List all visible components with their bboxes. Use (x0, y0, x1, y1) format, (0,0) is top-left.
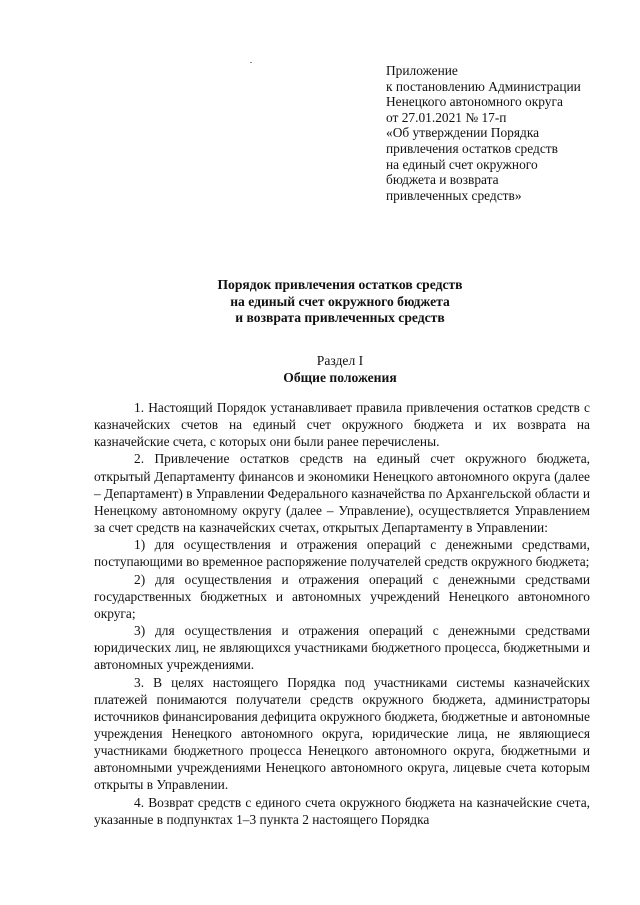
appendix-header (386, 63, 626, 203)
section-heading (90, 352, 590, 386)
appendix-line: Приложение (386, 63, 458, 78)
subparagraph-1: 1) для осуществления и отражения операций с денежными средствами, поступающими во временное распоряжение получателей средств окружного бюджета; (94, 537, 590, 570)
subparagraph-3: 3) для осуществления и отражения операций с денежными средствами юридических лиц, не являющихся участниками бюджетного процесса, бюджетными и автономных учреждениями. (94, 623, 590, 673)
appendix-line: «Об утверждении Порядка (386, 125, 540, 141)
appendix-line: привлечения остатков средств (386, 140, 558, 156)
section-number: Раздел I (316, 353, 364, 368)
title-line: и возврата привлеченных средств (235, 310, 445, 325)
subparagraph-2: 2) для осуществления и отражения операций с денежными средствами государственных бюджетных и автономных учреждений Ненецкого автономного округа; (94, 571, 590, 621)
document-title (90, 277, 590, 327)
appendix-line: от 27.01.2021 № 17-п (386, 109, 507, 125)
scan-speck (250, 62, 252, 63)
document-body (94, 399, 590, 828)
title-line: на единый счет окружного бюджета (230, 293, 450, 309)
paragraph-4: 4. Возврат средств с единого счета окружного бюджета на казначейские счета, указанные в подпунктах 1–3 пункта 2 настоящего Порядка (94, 794, 590, 827)
title-line: Порядок привлечения остатков средств (217, 277, 463, 292)
paragraph-2: 2. Привлечение остатков средств на единый счет окружного бюджета, открытый Департаменту финансов и экономики Ненецкого автономного округа (далее – Департамент) в Управлении Федерального казначейства по Архангельской области и Ненецкому автономному округу (далее – Управление), осуществляется Управлением за счет средств на казначейских счетах, открытых Департаменту в Управлении: (94, 451, 590, 536)
appendix-line: к постановлению Администрации (386, 78, 581, 94)
appendix-line: Ненецкого автономного округа (386, 94, 563, 110)
appendix-line: бюджета и возврата (386, 172, 499, 188)
section-name: Общие положения (283, 370, 397, 385)
paragraph-3: 3. В целях настоящего Порядка под участниками системы казначейских платежей понимаются получатели средств окружного бюджета, администраторы источников финансирования дефицита окружного бюджета, бюджетные и автономные учреждения Ненецкого автономного округа, юридические лица, не являющиеся участниками бюджетного процесса Ненецкого автономного округа, бюджетными и автономными учреждениями Ненецкого автономного округа, лицевые счета которым открыты в Управлении. (94, 674, 590, 793)
paragraph-1: 1. Настоящий Порядок устанавливает правила привлечения остатков средств с казначейских счетов на единый счет окружного бюджета и их возврата на казначейские счета, с которых они были ранее перечислены. (94, 400, 590, 450)
appendix-line: на единый счет окружного (386, 156, 538, 172)
appendix-line: привлеченных средств» (386, 187, 522, 203)
